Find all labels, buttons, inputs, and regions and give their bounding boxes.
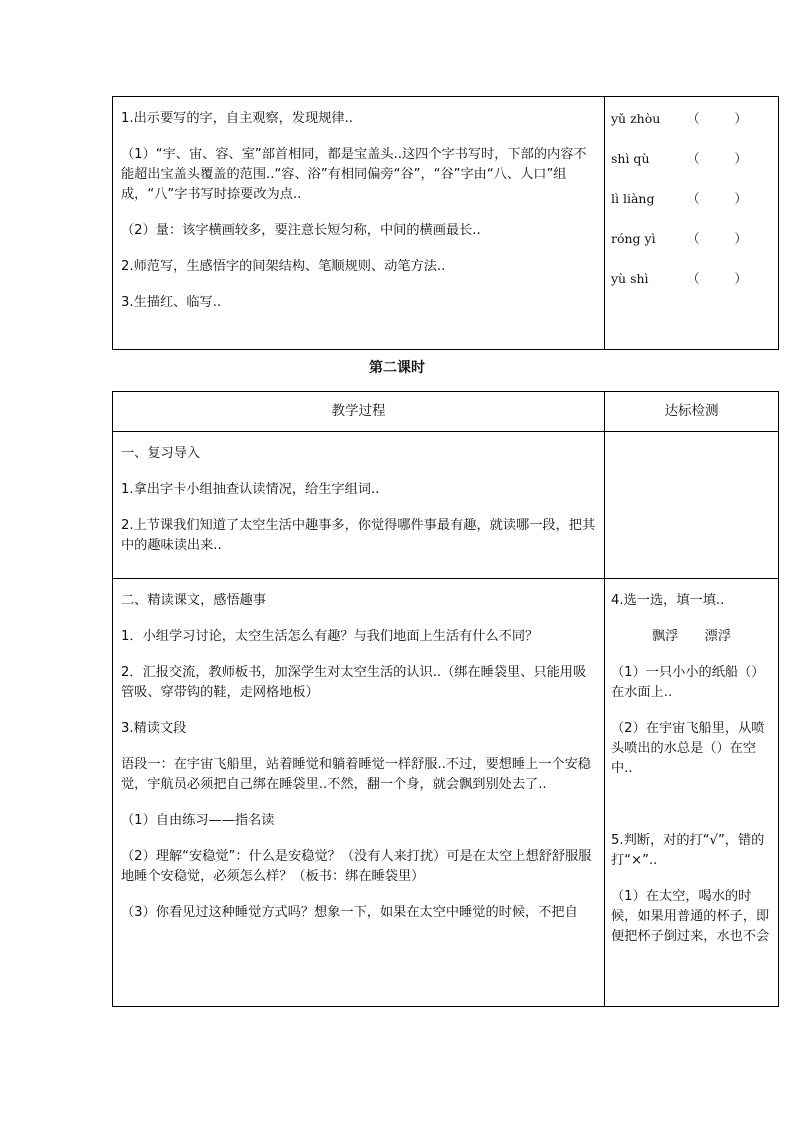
study-cell [113,579,605,1007]
paren-open: （ [687,111,700,126]
paren-open: （ [687,191,700,206]
header-teaching-process: 教学过程 [113,392,605,432]
review-heading: 一、复习导入 [121,446,201,461]
study-check-cell [605,579,779,1007]
question-5-title: 5.判断，对的打“√”，错的打“×”.. [611,833,765,868]
writing-steps-cell [113,97,605,350]
question-4-words: 飘浮 漂浮 [651,629,732,644]
paren-close: ） [734,191,747,206]
writing-step-1: 1.出示要写的字，自主观察，发现规律.. [121,111,353,126]
paren-open: （ [687,231,700,246]
paren-close: ） [734,151,747,166]
pinyin-text: lì liàng [611,191,655,206]
pinyin-item [611,149,772,169]
pinyin-text: yǔ zhòu [611,111,661,126]
review-step-1: 1.拿出字卡小组抽查认读情况，给生字组词.. [121,482,380,497]
paren-close: ） [734,111,747,126]
pinyin-exercise-cell [605,97,779,350]
question-4-title: 4.选一选，填一填.. [611,593,725,608]
question-5-item-1: （1）在太空，喝水的时候，如果用普通的杯子，即便把杯子倒过来，水也不会 [611,889,770,944]
writing-step-2: 2.师范写，生感悟字的间架结构、笔顺规则、动笔方法.. [121,259,446,274]
passage-one: 语段一：在宇宙飞船里，站着睡觉和躺着睡觉一样舒服..不过，要想睡上一个安稳觉，宇航员必须把自己绑在睡袋里..不然，翻一个身，就会飘到别处去了.. [121,757,591,792]
paren-close: ） [734,271,747,286]
study-step-1: 1．小组学习讨论，太空生活怎么有趣？与我们地面上生活有什么不同？ [121,629,539,644]
writing-step-3: 3.生描红、临写.. [121,295,222,310]
review-cell [113,432,605,579]
passage-task-2: （2）理解“安稳觉”：什么是安稳觉？（没有人来打扰）可是在太空上想舒舒服服地睡个安稳觉，必须怎么样？（板书：绑在睡袋里） [121,849,592,884]
paren-open: （ [687,151,700,166]
pinyin-item [611,189,772,209]
passage-task-3: （3）你看见过这种睡觉方式吗？想象一下，如果在太空中睡觉的时候，不把自 [121,905,578,920]
paren-close: ） [734,231,747,246]
lesson-table [112,391,779,1007]
study-heading: 二、精读课文，感悟趣事 [121,593,267,608]
passage-task-1: （1）自由练习——指名读 [121,813,275,828]
header-assessment: 达标检测 [605,392,779,432]
writing-step-1-detail: （1）“宇、宙、容、室”部首相同，都是宝盖头..这四个字书写时，下部的内容不能超出宝盖头覆盖的范围..“容、浴”有相同偏旁“谷”，“谷”字由“八、人口”组成，“八”字书写时捺要改为点.. [121,147,587,202]
pinyin-item [611,109,772,129]
section-title: 第二课时 [369,360,425,376]
writing-table [112,96,779,350]
question-4-item-2: （2）在宇宙飞船里，从喷头喷出的水总是（）在空中.. [611,721,765,776]
review-check-cell [605,432,779,579]
question-4-item-1: （1）一只小小的纸船（）在水面上.. [611,665,765,700]
writing-step-1-note: （2）量：该字横画较多，要注意长短匀称，中间的横画最长.. [121,223,481,238]
pinyin-item [611,269,772,289]
study-step-2: 2．汇报交流，教师板书，加深学生对太空生活的认识..（绑在睡袋里、只能用吸管吸、穿带钩的鞋，走网格地板） [121,665,587,700]
pinyin-text: shì qù [611,151,650,166]
review-step-2: 2.上节课我们知道了太空生活中趣事多，你觉得哪件事最有趣，就读哪一段，把其中的趣味读出来.. [121,518,596,553]
paren-open: （ [687,271,700,286]
pinyin-item [611,229,772,249]
pinyin-text: róng yì [611,231,656,246]
pinyin-text: yù shì [611,271,649,286]
study-step-3: 3.精读文段 [121,721,187,736]
